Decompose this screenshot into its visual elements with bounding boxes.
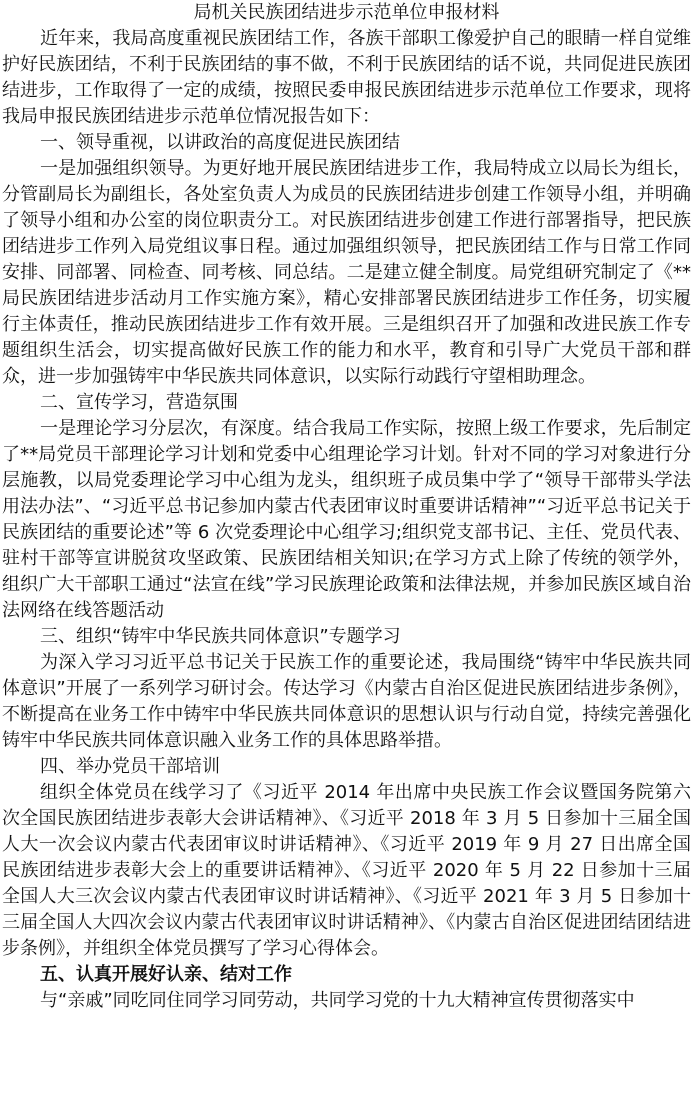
section-3-heading: 三、组织“铸牢中华民族共同体意识”专题学习 bbox=[40, 626, 401, 647]
section-2-heading: 二、宣传学习，营造氛围 bbox=[40, 392, 238, 413]
section-2-paragraph: 一是理论学习分层次，有深度。结合我局工作实际，按照上级工作要求，先后制定了**局党员干部理论学习计划和党委中心组理论学习计划。针对不同的学习对象进行分层施教，以局党委理论学习中心组为龙头，组织班子成员集中学了“领导干部带头学法用法办法”、“习近平总书记参加内蒙古代表团审议时重要讲话精神”“习近平总书记关于民族团结的重要论述”等 6 次党委理论中心组学习;组织党支部书记、主任、党员代表、驻村干部等宣讲脱贫攻坚政策、民族团结相关知识;在学习方式上除了传统的领学外，组织广大干部职工通过“法宣在线”学习民族理论政策和法律法规，并参加民族区域自治法网络在线答题活动 bbox=[2, 418, 691, 621]
section-1-heading: 一、领导重视，以讲政治的高度促进民族团结 bbox=[40, 132, 400, 153]
section-5-paragraph: 与“亲戚”同吃同住同学习同劳动，共同学习党的十九大精神宣传贯彻落实中 bbox=[40, 990, 635, 1011]
section-4-heading: 四、举办党员干部培训 bbox=[40, 756, 220, 777]
intro-paragraph: 近年来，我局高度重视民族团结工作，各族干部职工像爱护自己的眼睛一样自觉维护好民族团结，不利于民族团结的事不做，不利于民族团结的话不说，共同促进民族团结进步，工作取得了一定的成绩，按照民委申报民族团结进步示范单位工作要求，现将我局申报民族团结进步示范单位情况报告如下： bbox=[2, 28, 691, 127]
section-1-paragraph: 一是加强组织领导。为更好地开展民族团结进步工作，我局特成立以局长为组长，分管副局长为副组长，各处室负责人为成员的民族团结进步创建工作领导小组，并明确了领导小组和办公室的岗位职责分工。对民族团结进步创建工作进行部署指导，把民族团结进步工作列入局党组议事日程。通过加强组织领导，把民族团结工作与日常工作同安排、同部署、同检查、同考核、同总结。二是建立健全制度。局党组研究制定了《**局民族团结进步活动月工作实施方案》，精心安排部署民族团结进步工作任务，切实履行主体责任，推动民族团结进步工作有效开展。三是组织召开了加强和改进民族工作专题组织生活会，切实提高做好民族工作的能力和水平，教育和引导广大党员干部和群众，进一步加强铸牢中华民族共同体意识，以实际行动践行守望相助理念。 bbox=[2, 158, 691, 387]
section-5-heading: 五、认真开展好认亲、结对工作 bbox=[40, 964, 292, 985]
section-4-paragraph: 组织全体党员在线学习了《习近平 2014 年出席中央民族工作会议暨国务院第六次全国民族团结进步表彰大会讲话精神》、《习近平 2018 年 3 月 5 日参加十三届全国人大一次会议内蒙古代表团审议时讲话精神》、《习近平 2019 年 9 月 27 日出席全国民族团结进步表彰大会上的重要讲话精神》、《习近平 2020 年 5 月 22 日参加十三届全国人大三次会议内蒙古代表团审议时讲话精神》、《习近平 2021 年 3 月 5 日参加十三届全国人大四次会议内蒙古代表团审议时讲话精神》、《内蒙古自治区促进团结团结进步条例》，并组织全体党员撰写了学习心得体会。 bbox=[2, 782, 691, 959]
document-title: 局机关民族团结进步示范单位申报材料 bbox=[193, 2, 500, 23]
section-3-paragraph: 为深入学习习近平总书记关于民族工作的重要论述，我局围绕“铸牢中华民族共同体意识”开展了一系列学习研讨会。传达学习《内蒙古自治区促进民族团结进步条例》，不断提高在业务工作中铸牢中华民族共同体意识的思想认识与行动自觉，持续完善强化铸牢中华民族共同体意识融入业务工作的具体思路举措。 bbox=[2, 652, 691, 751]
